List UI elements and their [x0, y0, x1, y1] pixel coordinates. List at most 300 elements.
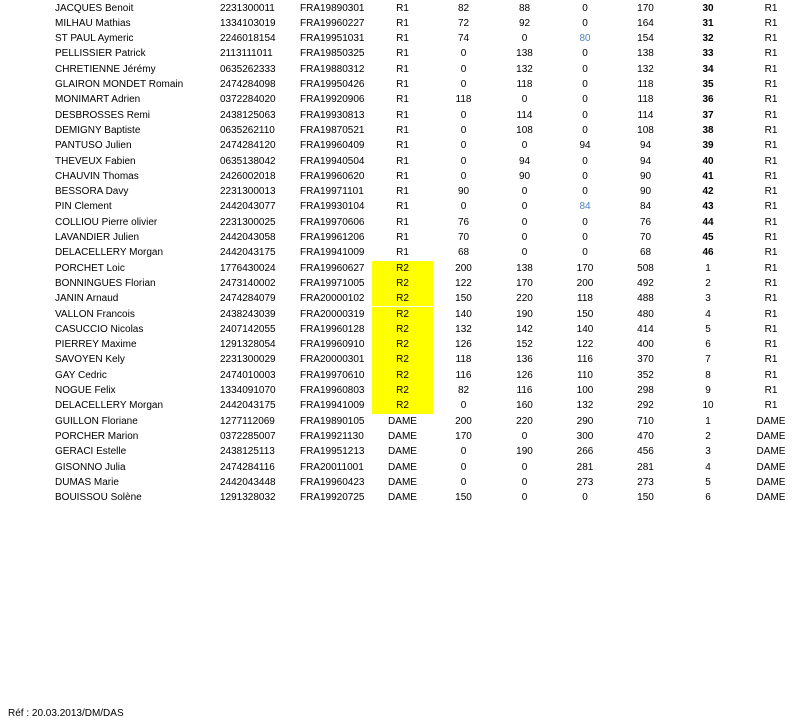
fra-id: FRA19960409 — [300, 140, 365, 152]
total-points: 170 — [637, 2, 654, 14]
reference-footer: Réf : 20.03.2013/DM/DAS — [8, 708, 124, 719]
category-2-cell: DAME — [756, 430, 786, 442]
license-number: 2474284098 — [220, 79, 276, 90]
points-2: 0 — [521, 232, 528, 243]
points-2: 0 — [521, 94, 528, 106]
points-1: 200 — [455, 415, 472, 427]
category-2-cell: R1 — [764, 277, 778, 289]
points-3: 84 — [579, 201, 591, 213]
fra-id: FRA19870521 — [300, 124, 365, 136]
total-points: 370 — [637, 354, 654, 366]
category-2-cell: R1 — [764, 293, 778, 305]
category-2-cell: R1 — [764, 33, 778, 45]
category-2-cell: R1 — [764, 262, 778, 274]
rank-cell: 34 — [702, 63, 714, 75]
points-1: 0 — [460, 170, 467, 182]
rank-cell: 7 — [705, 354, 711, 366]
license-number: 2474284079 — [220, 293, 276, 305]
license-number: 2442043448 — [220, 476, 276, 488]
points-2: 190 — [516, 308, 533, 320]
points-3: 100 — [576, 385, 594, 396]
total-points: 108 — [637, 124, 654, 136]
table-row — [0, 352, 797, 367]
category-cell: DAME — [388, 446, 417, 458]
license-number: 0635262110 — [220, 124, 275, 136]
category-2-cell: R1 — [764, 369, 778, 381]
player-name: THEVEUX Fabien — [55, 155, 136, 167]
license-number: 0635262333 — [220, 63, 276, 75]
fra-id: FRA19970610 — [300, 369, 365, 381]
total-points: 90 — [639, 186, 652, 198]
category-cell: DAME — [388, 476, 417, 488]
license-number: 2231300011 — [220, 2, 275, 14]
fra-id: FRA19951031 — [300, 33, 365, 45]
player-name: DELACELLERY Morgan — [55, 247, 164, 259]
category-cell: R1 — [396, 63, 409, 75]
table-row — [0, 368, 797, 383]
license-number: 2474284116 — [220, 461, 275, 473]
license-number: 2438125113 — [220, 446, 275, 458]
points-3: 118 — [577, 293, 593, 305]
rank-cell: 3 — [705, 293, 711, 305]
rank-cell: 1 — [705, 415, 711, 427]
total-points: 68 — [639, 247, 652, 259]
points-3: 0 — [582, 2, 588, 14]
table-row — [0, 307, 797, 322]
total-points: 76 — [639, 216, 652, 228]
license-number: 1334103019 — [220, 17, 276, 29]
category-cell: R1 — [396, 2, 409, 14]
points-3: 200 — [576, 277, 594, 289]
points-1: 0 — [460, 79, 467, 90]
category-2-cell: R1 — [764, 232, 778, 243]
total-points: 273 — [637, 476, 654, 488]
license-number: 2438125063 — [220, 109, 276, 121]
category-2-cell: R1 — [764, 170, 778, 182]
points-1: 116 — [455, 369, 472, 381]
fra-id: FRA19930813 — [300, 109, 365, 121]
points-2: 116 — [516, 385, 533, 396]
total-points: 480 — [637, 308, 654, 320]
points-1: 132 — [455, 323, 472, 335]
points-3: 0 — [582, 247, 588, 259]
category-cell: R1 — [396, 216, 409, 228]
player-name: SAVOYEN Kely — [55, 354, 125, 366]
table-row — [0, 154, 797, 169]
license-number: 2442043175 — [220, 400, 276, 412]
category-cell: R2 — [372, 291, 433, 306]
points-1: 150 — [455, 492, 472, 504]
points-2: 152 — [516, 339, 533, 351]
rank-cell: 45 — [702, 232, 714, 243]
rank-cell: 4 — [705, 308, 711, 320]
table-row — [0, 322, 797, 337]
points-1: 122 — [455, 277, 472, 289]
total-points: 150 — [637, 492, 654, 504]
category-cell: DAME — [388, 461, 417, 473]
points-3: 132 — [576, 400, 594, 412]
category-2-cell: R1 — [764, 79, 778, 90]
points-2: 0 — [521, 201, 528, 213]
player-name: GAY Cedric — [55, 369, 107, 381]
table-row — [0, 92, 797, 107]
license-number: 2426002018 — [220, 170, 276, 182]
points-1: 170 — [455, 430, 472, 442]
license-number: 2407142055 — [220, 323, 276, 335]
table-row — [0, 414, 797, 429]
points-2: 190 — [516, 446, 533, 458]
rank-cell: 6 — [705, 492, 711, 504]
table-row — [0, 169, 797, 184]
category-2-cell: R1 — [764, 323, 778, 335]
points-1: 0 — [460, 48, 467, 60]
points-2: 136 — [516, 354, 533, 366]
category-cell: R2 — [372, 307, 433, 322]
player-name: DEMIGNY Baptiste — [55, 124, 141, 136]
table-row — [0, 230, 797, 245]
license-number: 2442043077 — [220, 201, 276, 213]
license-number: 2438243039 — [220, 308, 276, 320]
category-2-cell: R1 — [764, 400, 778, 412]
category-cell: DAME — [388, 492, 417, 504]
points-1: 68 — [457, 247, 470, 259]
rank-cell: 33 — [702, 48, 714, 60]
points-2: 94 — [518, 155, 531, 167]
points-1: 140 — [455, 308, 472, 320]
total-points: 84 — [639, 201, 652, 213]
category-2-cell: DAME — [756, 446, 786, 458]
category-cell: DAME — [388, 430, 417, 442]
category-cell: R2 — [372, 276, 433, 291]
fra-id: FRA19930104 — [300, 201, 365, 213]
points-3: 94 — [579, 140, 591, 152]
category-cell: R2 — [372, 383, 433, 398]
fra-id: FRA19890105 — [300, 415, 365, 427]
license-number: 2113111011 — [220, 48, 273, 60]
player-name: GLAIRON MONDET Romain — [55, 79, 184, 90]
table-row — [0, 276, 797, 291]
table-row — [0, 429, 797, 444]
category-2-cell: DAME — [756, 461, 786, 473]
table-row — [0, 16, 797, 31]
points-3: 0 — [582, 186, 588, 198]
fra-id: FRA19960620 — [300, 170, 365, 182]
rank-cell: 38 — [702, 124, 714, 136]
category-2-cell: DAME — [756, 476, 786, 488]
player-name: LAVANDIER Julien — [55, 232, 140, 243]
points-1: 82 — [457, 2, 470, 14]
category-cell: R2 — [372, 261, 433, 276]
category-cell: DAME — [388, 415, 417, 427]
category-2-cell: R1 — [764, 94, 778, 106]
points-2: 0 — [521, 216, 528, 228]
points-1: 0 — [460, 140, 467, 152]
rank-cell: 2 — [705, 430, 711, 442]
category-cell: R1 — [396, 79, 409, 90]
table-row — [0, 460, 797, 475]
category-2-cell: DAME — [756, 492, 786, 504]
player-name: GERACI Estelle — [55, 446, 127, 458]
category-cell: R1 — [396, 155, 409, 167]
points-3: 0 — [582, 216, 588, 228]
license-number: 2231300025 — [220, 216, 276, 228]
license-number: 2474010003 — [220, 369, 276, 381]
category-2-cell: R1 — [764, 201, 778, 213]
rank-cell: 4 — [705, 461, 711, 473]
points-3: 0 — [582, 17, 588, 29]
category-2-cell: R1 — [764, 2, 778, 14]
rank-cell: 1 — [705, 262, 711, 274]
table-row — [0, 1, 797, 16]
points-3: 110 — [577, 369, 593, 381]
total-points: 298 — [637, 385, 654, 396]
category-2-cell: R1 — [764, 124, 778, 136]
license-number: 0635138042 — [220, 155, 276, 167]
table-row — [0, 383, 797, 398]
points-1: 0 — [460, 446, 467, 458]
license-number: 2442043058 — [220, 232, 276, 243]
rank-cell: 39 — [702, 140, 714, 152]
license-number: 0372284020 — [220, 94, 276, 106]
points-2: 90 — [518, 170, 531, 182]
points-1: 118 — [455, 94, 472, 106]
fra-id: FRA19960423 — [300, 476, 365, 488]
points-3: 0 — [582, 63, 588, 75]
fra-id: FRA20000102 — [300, 293, 365, 305]
fra-id: FRA19941009 — [300, 247, 365, 259]
category-cell: R1 — [396, 140, 409, 152]
points-3: 300 — [576, 430, 594, 442]
total-points: 414 — [637, 323, 654, 335]
license-number: 2231300013 — [220, 186, 276, 198]
player-name: CHAUVIN Thomas — [55, 170, 139, 182]
rank-cell: 30 — [702, 2, 714, 14]
license-number: 0372285007 — [220, 430, 276, 442]
player-name: JACQUES Benoit — [55, 2, 134, 14]
points-2: 220 — [516, 415, 533, 427]
category-cell: R2 — [372, 368, 433, 383]
table-row — [0, 337, 797, 352]
points-2: 88 — [518, 2, 531, 14]
category-2-cell: DAME — [756, 415, 786, 427]
points-1: 90 — [457, 186, 470, 198]
fra-id: FRA19941009 — [300, 400, 365, 412]
license-number: 1334091070 — [220, 385, 276, 396]
points-3: 273 — [576, 476, 594, 488]
points-1: 70 — [457, 232, 470, 243]
total-points: 164 — [637, 17, 654, 29]
total-points: 710 — [637, 415, 654, 427]
total-points: 492 — [637, 277, 654, 289]
total-points: 488 — [637, 293, 654, 305]
points-3: 0 — [582, 124, 588, 136]
total-points: 154 — [637, 33, 654, 45]
points-1: 82 — [457, 385, 470, 396]
points-3: 170 — [576, 262, 594, 274]
license-number: 1291328032 — [220, 492, 276, 504]
points-1: 0 — [460, 400, 467, 412]
points-1: 0 — [460, 109, 467, 121]
category-2-cell: R1 — [764, 247, 778, 259]
fra-id: FRA20000301 — [300, 354, 365, 366]
points-2: 132 — [516, 63, 533, 75]
points-1: 0 — [460, 476, 467, 488]
table-row — [0, 215, 797, 230]
fra-id: FRA19960128 — [300, 323, 365, 335]
fra-id: FRA19950426 — [300, 79, 365, 90]
table-row — [0, 77, 797, 92]
table-row — [0, 444, 797, 459]
category-cell: R1 — [396, 33, 409, 45]
category-2-cell: R1 — [764, 186, 778, 198]
table-row — [0, 475, 797, 490]
table-row — [0, 46, 797, 61]
points-1: 0 — [460, 461, 467, 473]
license-number: 1291328054 — [220, 339, 276, 351]
player-name: PORCHER Marion — [55, 430, 139, 442]
table-row — [0, 62, 797, 77]
points-1: 150 — [455, 293, 472, 305]
rank-cell: 8 — [705, 369, 711, 381]
points-3: 281 — [576, 461, 594, 473]
player-name: DELACELLERY Morgan — [55, 400, 164, 412]
fra-id: FRA19880312 — [300, 63, 365, 75]
total-points: 292 — [637, 400, 654, 412]
table-row — [0, 138, 797, 153]
table-row — [0, 245, 797, 260]
rank-cell: 31 — [702, 17, 714, 29]
player-name: PORCHET Loic — [55, 262, 125, 274]
total-points: 138 — [637, 48, 654, 60]
fra-id: FRA19960910 — [300, 339, 365, 351]
points-1: 0 — [460, 201, 467, 213]
license-number: 2246018154 — [220, 33, 276, 45]
license-number: 2473140002 — [220, 277, 276, 289]
points-3: 150 — [576, 308, 594, 320]
points-1: 76 — [457, 216, 470, 228]
points-2: 0 — [521, 430, 528, 442]
rank-cell: 42 — [702, 186, 714, 198]
category-2-cell: R1 — [764, 155, 778, 167]
category-cell: R1 — [396, 232, 409, 243]
player-name: PANTUSO Julien — [55, 140, 132, 152]
total-points: 94 — [639, 140, 652, 152]
category-cell: R1 — [396, 201, 409, 213]
points-3: 0 — [582, 109, 588, 121]
license-number: 1776430024 — [220, 262, 276, 274]
category-cell: R1 — [396, 124, 409, 136]
fra-id: FRA19960227 — [300, 17, 365, 29]
points-3: 0 — [582, 155, 588, 167]
total-points: 352 — [637, 369, 654, 381]
category-2-cell: R1 — [764, 63, 778, 75]
player-name: ST PAUL Aymeric — [55, 33, 134, 45]
points-2: 220 — [516, 293, 533, 305]
player-name: GISONNO Julia — [55, 461, 126, 473]
player-name: PIERREY Maxime — [55, 339, 137, 351]
fra-id: FRA19850325 — [300, 48, 365, 60]
rank-cell: 2 — [705, 277, 711, 289]
category-2-cell: R1 — [764, 354, 778, 366]
player-name: BONNINGUES Florian — [55, 277, 156, 289]
rank-cell: 36 — [702, 94, 714, 106]
category-cell: R1 — [396, 17, 409, 29]
category-cell: R1 — [396, 48, 409, 60]
fra-id: FRA19960627 — [300, 262, 365, 274]
table-row — [0, 490, 797, 505]
player-name: BESSORA Davy — [55, 186, 129, 198]
points-3: 116 — [577, 354, 593, 366]
points-2: 108 — [516, 124, 533, 136]
points-2: 0 — [521, 461, 528, 473]
category-cell: R1 — [396, 247, 409, 259]
category-2-cell: R1 — [764, 385, 778, 396]
points-2: 160 — [516, 400, 533, 412]
points-2: 0 — [521, 476, 528, 488]
fra-id: FRA20000319 — [300, 308, 365, 320]
rank-cell: 10 — [702, 400, 714, 412]
fra-id: FRA19971005 — [300, 277, 365, 289]
points-3: 0 — [582, 48, 588, 60]
license-number: 2442043175 — [220, 247, 276, 259]
total-points: 132 — [637, 63, 654, 75]
fra-id: FRA19970606 — [300, 216, 365, 228]
points-2: 142 — [516, 323, 533, 335]
points-2: 0 — [521, 33, 528, 45]
fra-id: FRA19960803 — [300, 385, 365, 396]
rank-cell: 37 — [702, 109, 714, 121]
points-2: 126 — [516, 369, 533, 381]
points-1: 0 — [460, 155, 467, 167]
points-1: 72 — [457, 17, 470, 29]
fra-id: FRA19951213 — [300, 446, 365, 458]
player-name: MILHAU Mathias — [55, 17, 131, 29]
table-row — [0, 108, 797, 123]
points-1: 118 — [455, 354, 472, 366]
table-row — [0, 31, 797, 46]
license-number: 2474284120 — [220, 140, 276, 152]
points-1: 0 — [460, 124, 467, 136]
category-cell: R2 — [372, 337, 433, 352]
fra-id: FRA19940504 — [300, 155, 365, 167]
points-2: 0 — [521, 186, 528, 198]
points-1: 200 — [455, 262, 472, 274]
total-points: 70 — [639, 232, 652, 243]
category-2-cell: R1 — [764, 48, 778, 60]
player-name: MONIMART Adrien — [55, 94, 141, 106]
table-row — [0, 184, 797, 199]
points-2: 138 — [516, 48, 533, 60]
category-2-cell: R1 — [764, 308, 778, 320]
rank-cell: 6 — [705, 339, 711, 351]
category-2-cell: R1 — [764, 140, 778, 152]
rank-cell: 32 — [702, 33, 714, 45]
category-2-cell: R1 — [764, 216, 778, 228]
points-3: 266 — [576, 446, 594, 458]
points-2: 118 — [516, 79, 533, 90]
rank-cell: 46 — [702, 247, 714, 259]
fra-id: FRA19920725 — [300, 492, 365, 504]
points-3: 122 — [576, 339, 594, 351]
player-name: CHRETIENNE Jérémy — [55, 63, 156, 75]
total-points: 114 — [637, 109, 654, 121]
rank-cell: 3 — [705, 446, 711, 458]
license-number: 2231300029 — [220, 354, 276, 366]
rank-cell: 5 — [705, 323, 711, 335]
points-3: 0 — [582, 170, 588, 182]
points-3: 0 — [582, 232, 588, 243]
player-name: VALLON Francois — [55, 308, 135, 320]
